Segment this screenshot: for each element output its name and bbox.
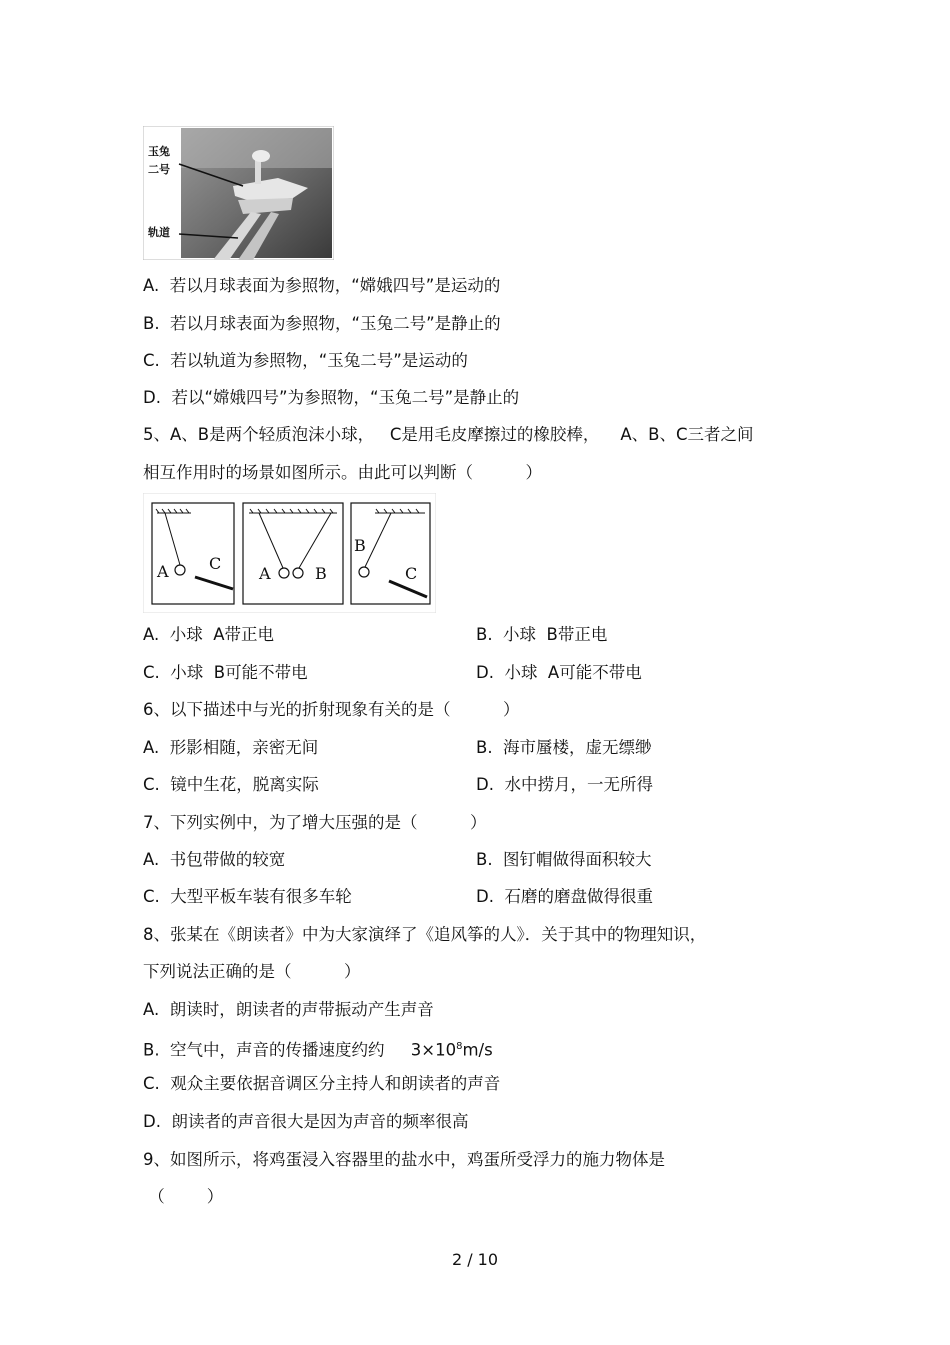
q7-option-c: C. 大型平板车装有很多车轮 — [143, 887, 352, 906]
q8-option-c: C. 观众主要依据音调区分主持人和朗读者的声音 — [143, 1074, 501, 1093]
q8-option-d: D. 朗读者的声音很大是因为声音的频率很高 — [143, 1112, 469, 1131]
q6-option-a: A. 形影相随，亲密无间 — [143, 738, 319, 757]
q5-stem-line1: 5、A、B是两个轻质泡沫小球， C是用毛皮摩擦过的橡胶棒， A、B、C三者之间 — [143, 425, 754, 444]
q6-option-b: B. 海市蜃楼，虚无缥缈 — [476, 738, 652, 757]
q8-option-b — [143, 1037, 493, 1061]
q9-stem-line2: （ ） — [143, 1187, 224, 1206]
page-number: 2 / 10 — [451, 1250, 499, 1269]
q5-option-c: C. 小球 B可能不带电 — [143, 663, 308, 682]
q7-option-d: D. 石磨的磨盘做得很重 — [476, 887, 653, 906]
q5-option-b: B. 小球 B带正电 — [476, 625, 608, 644]
q6-option-d: D. 水中捞月，一无所得 — [476, 775, 653, 794]
q6-option-c: C. 镜中生花，脱离实际 — [143, 775, 319, 794]
q5-option-a: A. 小球 A带正电 — [143, 625, 275, 644]
q7-option-a: A. 书包带做的较宽 — [143, 850, 286, 869]
q7-option-b: B. 图钉帽做得面积较大 — [476, 850, 652, 869]
q8-stem-line2: 下列说法正确的是（ ） — [143, 962, 361, 981]
q4-option-a: A. 若以月球表面为参照物，“嫦娥四号”是运动的 — [143, 276, 501, 295]
q8-stem-line1: 8、张某在《朗读者》中为大家演绎了《追风筝的人》．关于其中的物理知识， — [143, 925, 707, 944]
q8-option-b-unit: m/s — [462, 1040, 493, 1060]
charge-figure — [143, 493, 436, 613]
panel3-label-c: C — [405, 564, 418, 583]
rover-photo — [143, 126, 334, 260]
panel3-label-b: B — [354, 536, 366, 555]
q8-option-b-text: B. 空气中，声音的传播速度约约 3×10 — [143, 1040, 457, 1060]
label-track: 轨道 — [148, 226, 170, 239]
q8-option-b-exponent: 8 — [456, 1041, 463, 1052]
q5-option-d: D. 小球 A可能不带电 — [476, 663, 642, 682]
q5-stem-line2: 相互作用时的场景如图所示。由此可以判断（ ） — [143, 463, 542, 482]
q8-option-a: A. 朗读时，朗读者的声带振动产生声音 — [143, 1000, 434, 1019]
q6-stem: 6、以下描述中与光的折射现象有关的是（ ） — [143, 700, 520, 719]
q4-option-d: D. 若以“嫦娥四号”为参照物，“玉兔二号”是静止的 — [143, 388, 520, 407]
panel2-label-b: B — [315, 564, 327, 583]
panel1-label-c: C — [209, 554, 222, 573]
q4-option-c: C. 若以轨道为参照物，“玉兔二号”是运动的 — [143, 351, 468, 370]
q9-stem-line1: 9、如图所示，将鸡蛋浸入容器里的盐水中，鸡蛋所受浮力的施力物体是 — [143, 1150, 665, 1169]
q4-option-b: B. 若以月球表面为参照物，“玉兔二号”是静止的 — [143, 314, 501, 333]
label-rover-line1: 玉兔 — [148, 145, 170, 158]
panel2-label-a: A — [259, 564, 271, 583]
panel1-label-a: A — [157, 562, 169, 581]
q7-stem: 7、下列实例中，为了增大压强的是（ ） — [143, 813, 487, 832]
label-rover-line2: 二号 — [148, 163, 170, 176]
